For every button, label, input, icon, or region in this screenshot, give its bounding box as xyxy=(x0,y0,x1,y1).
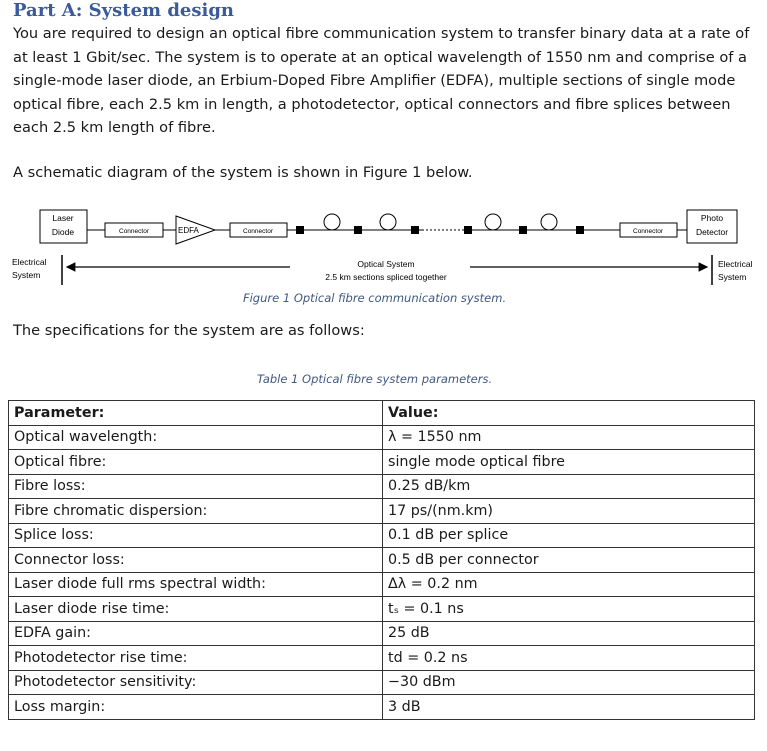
table-row xyxy=(9,548,755,573)
splice-marker xyxy=(354,226,362,234)
laser-diode-label-2: Diode xyxy=(51,227,75,237)
table-row xyxy=(9,695,755,720)
parameter-cell: Optical wavelength: xyxy=(9,425,383,450)
table-row xyxy=(9,474,755,499)
figure-caption: Figure 1 Optical fibre communication system. xyxy=(243,291,507,305)
splice-marker xyxy=(576,226,584,234)
value-cell: −30 dBm xyxy=(383,670,755,695)
table-row xyxy=(9,450,755,475)
intro-paragraph: You are required to design an optical fibre communication system to transfer binary data at a rate of at least 1 Gbit/sec. The system is to operate at an optical wavelength of 1550 nm and comprise of a single-mode laser diode, an Erbium-Doped Fibre Amplifier (EDFA), multiple sections of single mode optical fibre, each 2.5 km in length, a photodetector, optical connectors and fibre splices between each 2.5 km length of fibre. xyxy=(13,25,750,137)
value-cell: 3 dB xyxy=(383,695,755,720)
value-cell: single mode optical fibre xyxy=(383,450,755,475)
schematic-lead-text: A schematic diagram of the system is shown in Figure 1 below. xyxy=(13,164,473,181)
electrical-system-right-1: Electrical xyxy=(718,259,753,269)
parameter-cell: Connector loss: xyxy=(9,548,383,573)
laser-diode-label-1: Laser xyxy=(52,213,74,223)
electrical-system-left-2: System xyxy=(12,270,41,280)
fibre-loop xyxy=(485,214,501,230)
table-row xyxy=(9,621,755,646)
parameter-cell: EDFA gain: xyxy=(9,621,383,646)
table-row xyxy=(9,597,755,622)
parameter-cell: Fibre chromatic dispersion: xyxy=(9,499,383,524)
value-cell: 0.5 dB per connector xyxy=(383,548,755,573)
table-caption: Table 1 Optical fibre system parameters. xyxy=(257,372,493,386)
value-cell: tₛ = 0.1 ns xyxy=(383,597,755,622)
value-cell: 0.25 dB/km xyxy=(383,474,755,499)
value-cell: λ = 1550 nm xyxy=(383,425,755,450)
parameter-cell: Optical fibre: xyxy=(9,450,383,475)
parameters-table xyxy=(8,400,755,720)
parameter-cell: Laser diode rise time: xyxy=(9,597,383,622)
fibre-loop xyxy=(380,214,396,230)
parameter-cell: Laser diode full rms spectral width: xyxy=(9,572,383,597)
table-row xyxy=(9,572,755,597)
section-heading: Part A: System design xyxy=(13,0,235,21)
table-header-row xyxy=(9,401,755,426)
specs-lead-text: The specifications for the system are as follows: xyxy=(13,322,365,339)
parameter-cell: Fibre loss: xyxy=(9,474,383,499)
table-row xyxy=(9,646,755,671)
photodetector-label-2: Detector xyxy=(695,227,729,237)
value-cell: Δλ = 0.2 nm xyxy=(383,572,755,597)
electrical-system-right-2: System xyxy=(718,272,747,282)
parameter-cell: Photodetector sensitivity: xyxy=(9,670,383,695)
photodetector-label-1: Photo xyxy=(700,213,724,223)
splice-marker xyxy=(411,226,419,234)
splice-marker xyxy=(519,226,527,234)
fibre-loop xyxy=(541,214,557,230)
table-row xyxy=(9,425,755,450)
header-cell: Value: xyxy=(383,401,755,426)
fibre-loop xyxy=(324,214,340,230)
value-cell: 17 ps/(nm.km) xyxy=(383,499,755,524)
value-cell: 0.1 dB per splice xyxy=(383,523,755,548)
parameter-cell: Splice loss: xyxy=(9,523,383,548)
connector-label: Connector xyxy=(243,228,273,235)
parameter-cell: Photodetector rise time: xyxy=(9,646,383,671)
header-cell: Parameter: xyxy=(9,401,383,426)
value-cell: 25 dB xyxy=(383,621,755,646)
optical-system-label-2: 2.5 km sections spliced together xyxy=(325,272,447,282)
parameter-cell: Loss margin: xyxy=(9,695,383,720)
splice-marker xyxy=(296,226,304,234)
table-row xyxy=(9,499,755,524)
connector-label: Connector xyxy=(119,228,149,235)
optical-system-label-1: Optical System xyxy=(357,259,415,269)
electrical-system-left-1: Electrical xyxy=(12,257,47,267)
schematic-diagram xyxy=(0,205,767,290)
edfa-label: EDFA xyxy=(178,226,199,235)
table-row xyxy=(9,523,755,548)
table-row xyxy=(9,670,755,695)
value-cell: td = 0.2 ns xyxy=(383,646,755,671)
splice-marker xyxy=(464,226,472,234)
connector-label: Connector xyxy=(633,228,663,235)
